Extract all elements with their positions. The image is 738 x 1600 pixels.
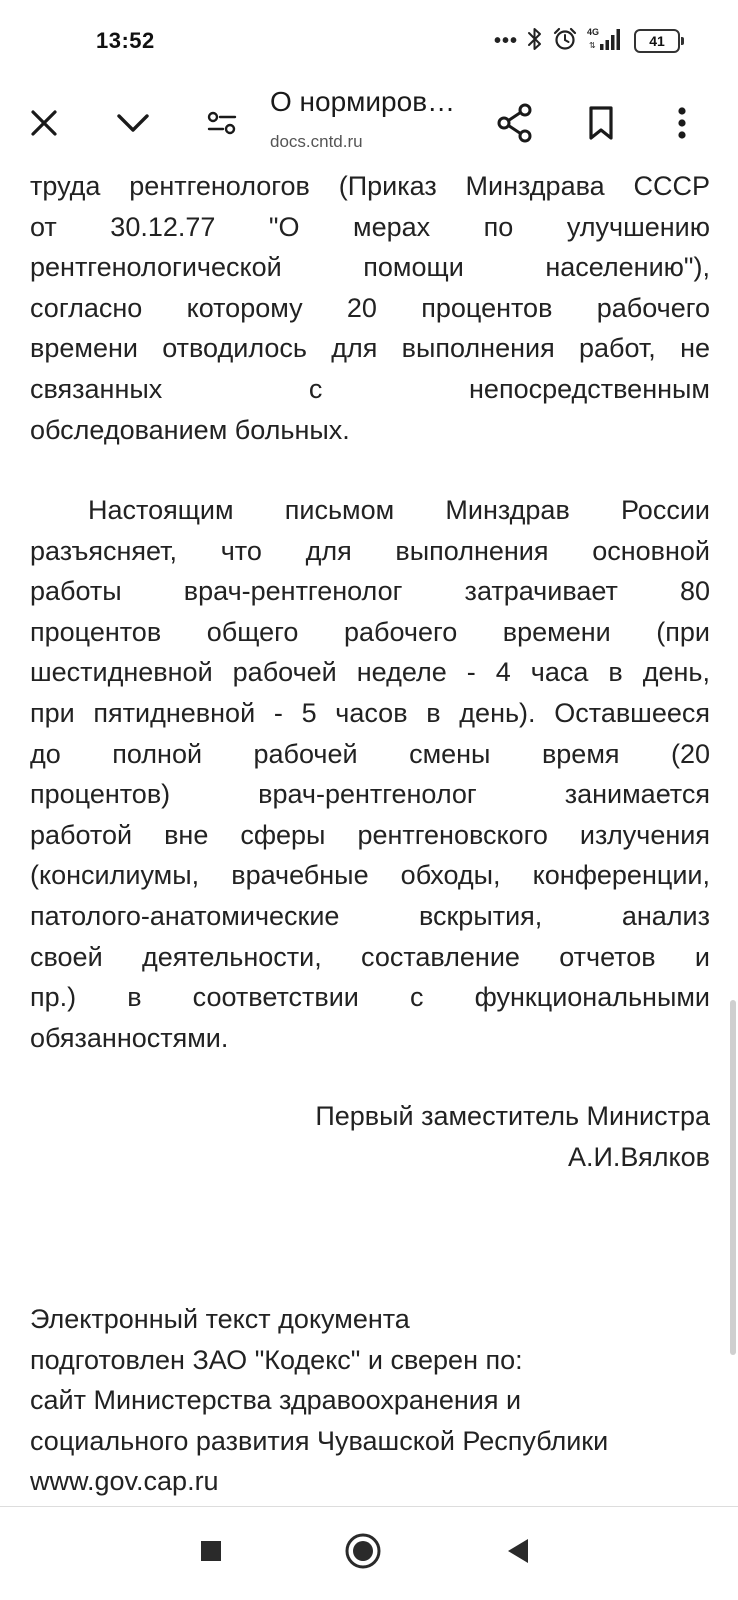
browser-toolbar	[0, 80, 738, 166]
home-circle-icon	[344, 1532, 382, 1570]
status-bar	[0, 0, 738, 80]
signal-4g-icon	[587, 26, 625, 57]
status-icons	[494, 26, 680, 56]
text-line: от 30.12.77 "О мерах по улучшению	[30, 211, 710, 242]
text-line: своей деятельности, составление отчетов и	[30, 941, 710, 972]
status-time: 13:52	[96, 28, 155, 53]
text-line: Настоящим письмом Минздрав России	[88, 495, 710, 525]
battery-icon	[634, 29, 680, 53]
scrollbar[interactable]	[730, 1000, 736, 1355]
text-line: рентгенологической помощи населению"),	[30, 252, 710, 283]
text-line: до полной рабочей смены время (20	[30, 738, 710, 769]
text-line: патолого-анатомические вскрытия, анализ	[30, 900, 710, 931]
text-line: труда рентгенологов (Приказ Минздрава СССР	[30, 171, 710, 201]
document-content	[0, 166, 738, 1506]
bookmark-button[interactable]	[574, 96, 628, 150]
page-url[interactable]: docs.cntd.ru	[270, 132, 363, 151]
share-icon	[496, 103, 534, 143]
collapse-button[interactable]	[106, 96, 160, 150]
text-line: обязанностями.	[30, 1022, 229, 1053]
more-vert-icon	[677, 106, 687, 140]
paragraph-2	[30, 490, 710, 1058]
text-line: обследованием больных.	[30, 414, 350, 445]
alarm-icon	[552, 26, 578, 57]
text-line: шестидневной рабочей неделе - 4 часа в день,	[30, 657, 710, 688]
text-line: сайт Министерства здравоохранения и	[30, 1385, 522, 1416]
signature-name: А.И.Вялков	[568, 1141, 710, 1172]
text-line: Электронный текст документа	[30, 1304, 410, 1334]
text-line: социального развития Чувашской Республики	[30, 1425, 609, 1456]
home-button[interactable]	[335, 1523, 391, 1579]
back-triangle-icon	[505, 1537, 531, 1565]
page-settings-button[interactable]	[195, 96, 249, 150]
back-button[interactable]	[490, 1523, 546, 1579]
bluetooth-icon	[527, 27, 543, 56]
text-line: работы врач-рентгенолог затрачивает 80	[30, 576, 710, 607]
svg-text:⇅: ⇅	[589, 40, 596, 50]
battery-level: 41	[649, 33, 665, 49]
page-settings-icon	[206, 109, 238, 137]
text-line: времени отводилось для выполнения работ, не	[30, 333, 710, 364]
recents-square-icon	[199, 1539, 223, 1563]
bookmark-icon	[587, 105, 615, 141]
text-line: согласно которому 20 процентов рабочего	[30, 292, 710, 323]
text-line: (консилиумы, врачебные обходы, конференции,	[30, 860, 710, 891]
more-dots-icon: •••	[493, 30, 518, 52]
system-navigation-bar	[0, 1506, 738, 1600]
signature-position: Первый заместитель Министра	[315, 1101, 710, 1131]
text-line: пр.) в соответствии с функциональными	[30, 982, 710, 1013]
share-button[interactable]	[488, 96, 542, 150]
recents-button[interactable]	[183, 1523, 239, 1579]
signature-block	[30, 1096, 710, 1177]
chevron-down-icon	[116, 112, 150, 134]
text-line: подготовлен ЗАО "Кодекс" и сверен по:	[30, 1344, 523, 1375]
close-button[interactable]	[17, 96, 71, 150]
source-link[interactable]: www.gov.cap.ru	[30, 1466, 219, 1497]
text-line: работой вне сферы рентгеновского излучения	[30, 819, 710, 850]
close-icon	[29, 108, 59, 138]
text-line: процентов) врач-рентгенолог занимается	[30, 779, 710, 810]
text-line: связанных с непосредственным	[30, 373, 710, 404]
text-line: процентов общего рабочего времени (при	[30, 616, 710, 647]
more-options-button[interactable]	[655, 96, 709, 150]
paragraph-1	[30, 166, 710, 450]
network-type-label: 4G	[587, 26, 600, 37]
text-line: при пятидневной - 5 часов в день). Оставшееся	[30, 697, 710, 728]
text-line: разъясняет, что для выполнения основной	[30, 535, 710, 566]
page-title[interactable]: О нормиров…	[270, 86, 456, 117]
document-source-note	[30, 1299, 710, 1502]
